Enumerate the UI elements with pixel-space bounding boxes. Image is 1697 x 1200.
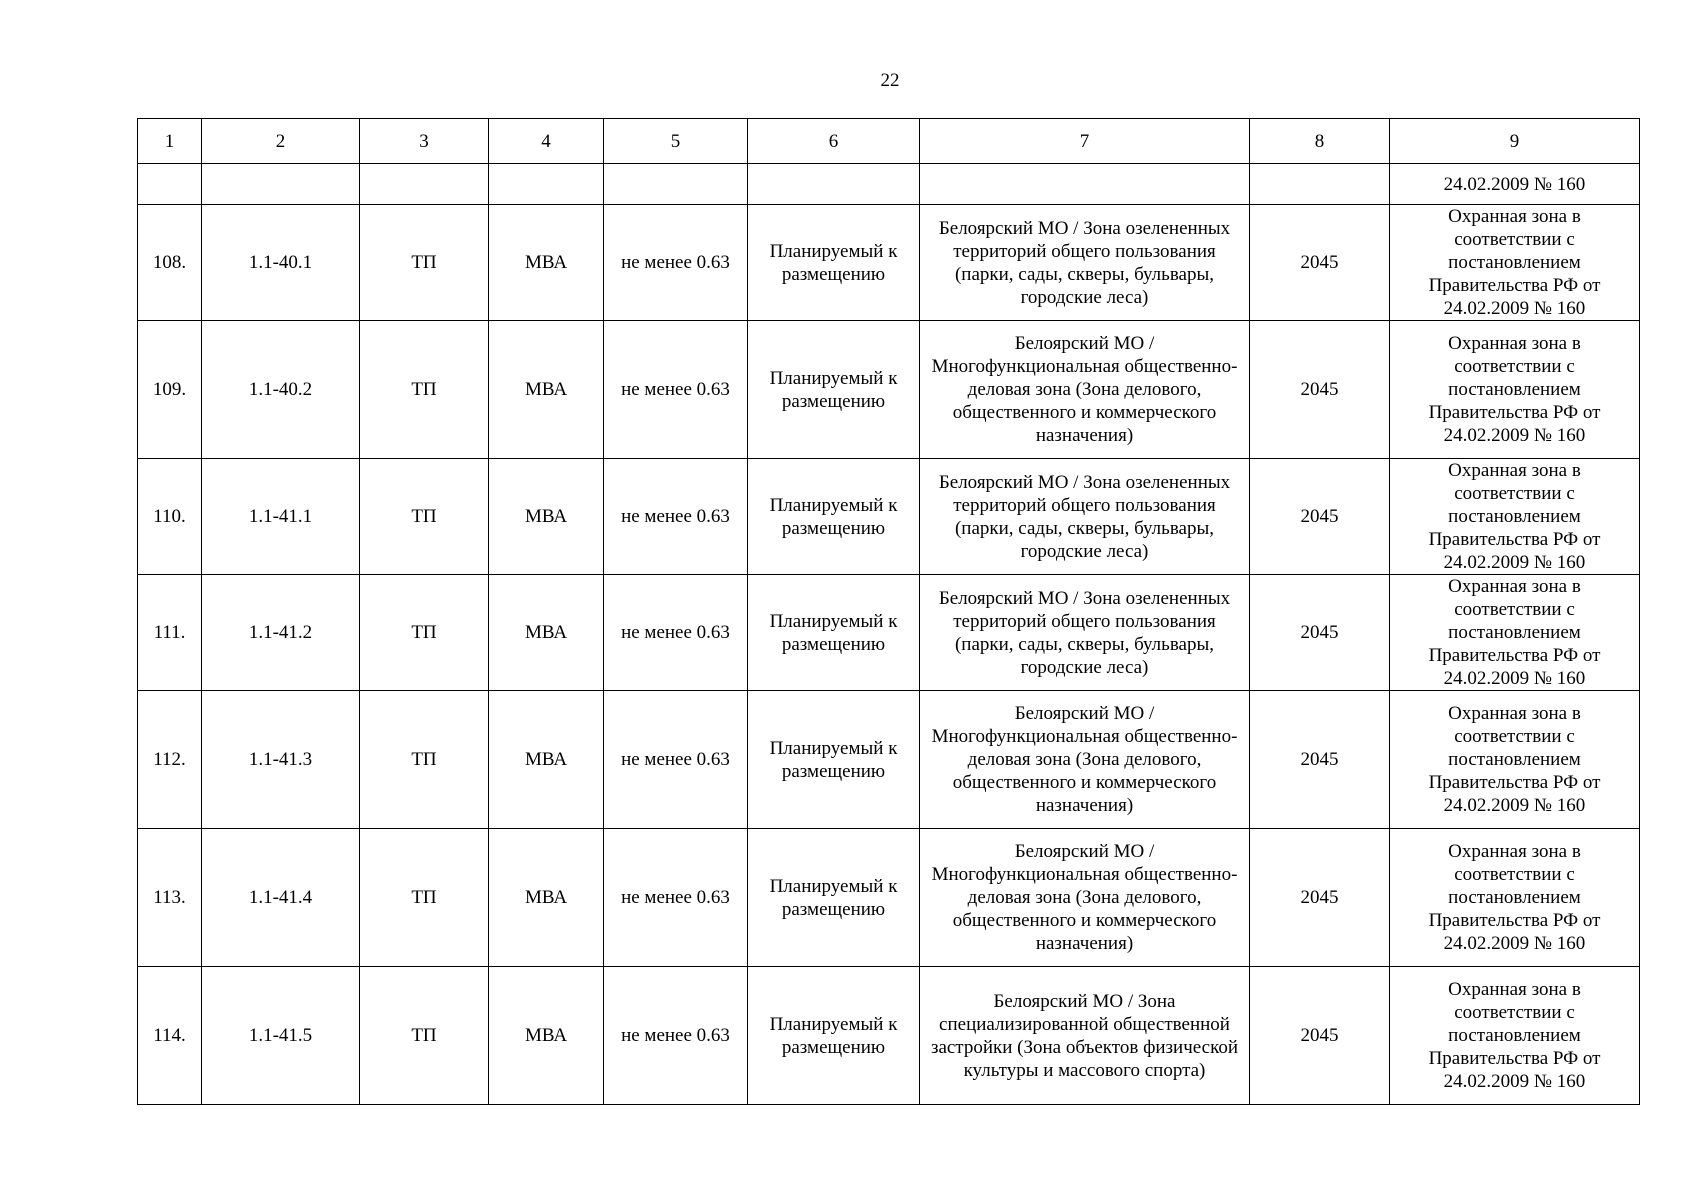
object-type: ТП [360, 575, 489, 691]
data-table [137, 118, 1640, 1105]
unit: МВА [489, 205, 604, 321]
status: Планируемый к размещению [748, 967, 920, 1105]
location-zone: Белоярский МО / Многофункциональная общественно-деловая зона (Зона делового, общественного и коммерческого назначения) [920, 321, 1250, 459]
column-header: 3 [360, 119, 489, 164]
row-number: 111. [138, 575, 202, 691]
column-header: 2 [202, 119, 360, 164]
table-row [138, 691, 1640, 829]
page-number: 22 [880, 70, 900, 91]
location-zone: Белоярский МО / Зона специализированной общественной застройки (Зона объектов физической культуры и массового спорта) [920, 967, 1250, 1105]
object-code: 1.1-41.1 [202, 459, 360, 575]
object-code: 1.1-41.3 [202, 691, 360, 829]
status: Планируемый к размещению [748, 321, 920, 459]
capacity: не менее 0.63 [604, 829, 748, 967]
year: 2045 [1250, 829, 1390, 967]
unit: МВА [489, 321, 604, 459]
table-cell: 24.02.2009 № 160 [1390, 164, 1640, 205]
table-row [138, 459, 1640, 575]
restriction-zone: Охранная зона в соответствии с постановлением Правительства РФ от 24.02.2009 № 160 [1390, 321, 1640, 459]
location-zone: Белоярский МО / Зона озелененных территорий общего пользования (парки, сады, скверы, бульвары, городские леса) [920, 459, 1250, 575]
table-cell [920, 164, 1250, 205]
restriction-zone: Охранная зона в соответствии с постановлением Правительства РФ от 24.02.2009 № 160 [1390, 575, 1640, 691]
header-row [138, 119, 1640, 164]
object-code: 1.1-40.1 [202, 205, 360, 321]
status: Планируемый к размещению [748, 459, 920, 575]
table-row [138, 205, 1640, 321]
status: Планируемый к размещению [748, 575, 920, 691]
object-type: ТП [360, 691, 489, 829]
unit: МВА [489, 575, 604, 691]
object-code: 1.1-41.2 [202, 575, 360, 691]
object-type: ТП [360, 321, 489, 459]
column-header: 7 [920, 119, 1250, 164]
object-type: ТП [360, 205, 489, 321]
column-header: 1 [138, 119, 202, 164]
unit: МВА [489, 967, 604, 1105]
location-zone: Белоярский МО / Многофункциональная общественно-деловая зона (Зона делового, общественного и коммерческого назначения) [920, 691, 1250, 829]
capacity: не менее 0.63 [604, 691, 748, 829]
table-row [138, 321, 1640, 459]
year: 2045 [1250, 205, 1390, 321]
year: 2045 [1250, 691, 1390, 829]
status: Планируемый к размещению [748, 829, 920, 967]
capacity: не менее 0.63 [604, 321, 748, 459]
capacity: не менее 0.63 [604, 459, 748, 575]
capacity: не менее 0.63 [604, 575, 748, 691]
column-header: 8 [1250, 119, 1390, 164]
table-cell [1250, 164, 1390, 205]
year: 2045 [1250, 575, 1390, 691]
table-row [138, 967, 1640, 1105]
row-number: 108. [138, 205, 202, 321]
unit: МВА [489, 691, 604, 829]
object-type: ТП [360, 459, 489, 575]
table-cell [604, 164, 748, 205]
table-cell [489, 164, 604, 205]
unit: МВА [489, 829, 604, 967]
table-cell [202, 164, 360, 205]
location-zone: Белоярский МО / Многофункциональная общественно-деловая зона (Зона делового, общественного и коммерческого назначения) [920, 829, 1250, 967]
row-number: 110. [138, 459, 202, 575]
object-code: 1.1-41.5 [202, 967, 360, 1105]
location-zone: Белоярский МО / Зона озелененных территорий общего пользования (парки, сады, скверы, бульвары, городские леса) [920, 575, 1250, 691]
restriction-zone: Охранная зона в соответствии с постановлением Правительства РФ от 24.02.2009 № 160 [1390, 829, 1640, 967]
column-header: 9 [1390, 119, 1640, 164]
location-zone: Белоярский МО / Зона озелененных территорий общего пользования (парки, сады, скверы, бульвары, городские леса) [920, 205, 1250, 321]
object-code: 1.1-40.2 [202, 321, 360, 459]
object-code: 1.1-41.4 [202, 829, 360, 967]
status: Планируемый к размещению [748, 691, 920, 829]
capacity: не менее 0.63 [604, 205, 748, 321]
table-row [138, 575, 1640, 691]
row-number: 112. [138, 691, 202, 829]
table-cell [138, 164, 202, 205]
year: 2045 [1250, 967, 1390, 1105]
object-type: ТП [360, 829, 489, 967]
table-row [138, 829, 1640, 967]
restriction-zone: Охранная зона в соответствии с постановлением Правительства РФ от 24.02.2009 № 160 [1390, 691, 1640, 829]
table-cell [360, 164, 489, 205]
continuation-row [138, 164, 1640, 205]
column-header: 5 [604, 119, 748, 164]
status: Планируемый к размещению [748, 205, 920, 321]
row-number: 109. [138, 321, 202, 459]
unit: МВА [489, 459, 604, 575]
restriction-zone: Охранная зона в соответствии с постановлением Правительства РФ от 24.02.2009 № 160 [1390, 459, 1640, 575]
restriction-zone: Охранная зона в соответствии с постановлением Правительства РФ от 24.02.2009 № 160 [1390, 967, 1640, 1105]
row-number: 114. [138, 967, 202, 1105]
capacity: не менее 0.63 [604, 967, 748, 1105]
column-header: 4 [489, 119, 604, 164]
table-cell [748, 164, 920, 205]
row-number: 113. [138, 829, 202, 967]
restriction-zone: Охранная зона в соответствии с постановлением Правительства РФ от 24.02.2009 № 160 [1390, 205, 1640, 321]
year: 2045 [1250, 459, 1390, 575]
column-header: 6 [748, 119, 920, 164]
year: 2045 [1250, 321, 1390, 459]
object-type: ТП [360, 967, 489, 1105]
